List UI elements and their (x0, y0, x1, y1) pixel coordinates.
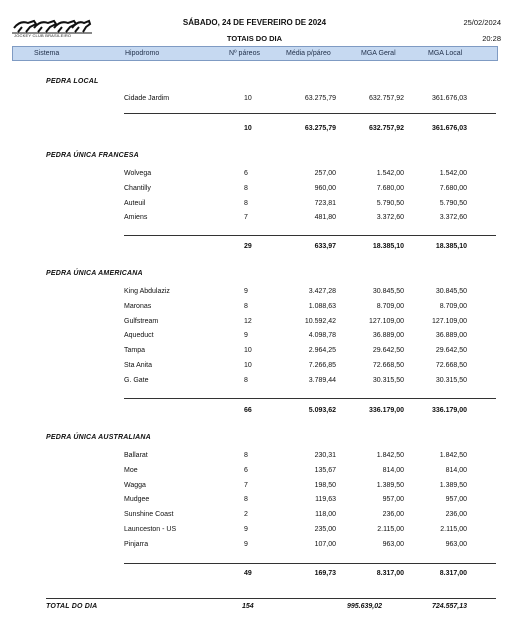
row-mga-local: 72.668,50 (435, 362, 467, 369)
section-total-mga-local: 336.179,00 (431, 407, 467, 414)
section-total-races: 49 (244, 570, 252, 577)
row-races: 8 (244, 452, 248, 459)
section-total-mga-geral: 8.317,00 (376, 570, 404, 577)
row-track: Wolvega (124, 170, 152, 177)
section-total-mga-local: 361.676,03 (431, 125, 467, 132)
row-mga-local: 1.389,50 (439, 482, 467, 489)
row-track: Amiens (124, 214, 148, 221)
grand-total-mga-local: 724.557,13 (431, 603, 467, 610)
section-total-rule (124, 235, 496, 236)
section-title: PEDRA ÚNICA FRANCESA (46, 152, 139, 159)
row-mga-local: 957,00 (445, 496, 467, 503)
section-total-avg: 169,73 (314, 570, 336, 577)
section-total-avg: 63.275,79 (304, 125, 336, 132)
row-mga-geral: 8.709,00 (376, 303, 404, 310)
row-mga-geral: 957,00 (382, 496, 404, 503)
section-total-races: 29 (244, 243, 252, 250)
row-races: 12 (244, 318, 252, 325)
row-mga-local: 814,00 (445, 467, 467, 474)
section-total-mga-local: 18.385,10 (435, 243, 467, 250)
row-mga-local: 127.109,00 (431, 318, 467, 325)
row-races: 8 (244, 377, 248, 384)
section-total-rule (124, 113, 496, 114)
row-mga-local: 963,00 (445, 541, 467, 548)
row-races: 9 (244, 526, 248, 533)
section-title: PEDRA ÚNICA AUSTRALIANA (46, 434, 151, 441)
column-header-media: Média p/páreo (286, 50, 331, 57)
section-total-mga-local: 8.317,00 (439, 570, 467, 577)
row-track: Sta Anita (124, 362, 153, 369)
row-mga-local: 30.845,50 (435, 288, 467, 295)
row-mga-local: 361.676,03 (431, 95, 467, 102)
row-track: Chantilly (124, 185, 151, 192)
row-track: Launceston - US (124, 526, 177, 533)
row-avg: 481,80 (314, 214, 336, 221)
row-mga-geral: 29.642,50 (372, 347, 404, 354)
row-avg: 230,31 (314, 452, 336, 459)
section-title: PEDRA LOCAL (46, 78, 99, 85)
section-title: PEDRA ÚNICA AMERICANA (46, 270, 143, 277)
row-mga-geral: 7.680,00 (376, 185, 404, 192)
row-mga-geral: 814,00 (382, 467, 404, 474)
row-avg: 118,00 (315, 511, 336, 518)
row-avg: 257,00 (314, 170, 336, 177)
row-track: Wagga (124, 482, 146, 489)
grand-total-races: 154 (242, 603, 254, 610)
row-avg: 135,67 (314, 467, 336, 474)
row-mga-geral: 3.372,60 (376, 214, 404, 221)
row-mga-local: 5.790,50 (439, 200, 467, 207)
section-total-rule (124, 398, 496, 399)
row-mga-geral: 1.842,50 (376, 452, 404, 459)
row-mga-local: 8.709,00 (439, 303, 467, 310)
logo-caption: JOCKEY CLUB BRASILEIRO (14, 33, 72, 38)
row-track: G. Gate (124, 377, 149, 384)
row-track: Ballarat (124, 452, 148, 459)
section-total-mga-geral: 18.385,10 (372, 243, 404, 250)
grand-total-mga-geral: 995.639,02 (346, 603, 382, 610)
row-mga-local: 30.315,50 (435, 377, 467, 384)
section-total-avg: 5.093,62 (308, 407, 336, 414)
row-races: 8 (244, 303, 248, 310)
row-mga-local: 1.842,50 (439, 452, 467, 459)
column-header-mga-local: MGA Local (428, 50, 463, 57)
row-avg: 723,81 (314, 200, 336, 207)
row-avg: 2.964,25 (308, 347, 336, 354)
row-avg: 3.427,28 (308, 288, 336, 295)
row-races: 2 (244, 511, 248, 518)
row-track: Auteuil (124, 200, 146, 207)
row-track: Moe (124, 467, 138, 474)
row-races: 10 (244, 347, 252, 354)
row-avg: 1.088,63 (308, 303, 336, 310)
row-races: 10 (244, 362, 252, 369)
row-track: Cidade Jardim (124, 95, 170, 102)
row-avg: 198,50 (314, 482, 336, 489)
row-mga-local: 1.542,00 (439, 170, 467, 177)
row-mga-geral: 72.668,50 (372, 362, 404, 369)
row-races: 8 (244, 200, 248, 207)
row-mga-local: 36.889,00 (435, 332, 467, 339)
row-races: 7 (244, 214, 248, 221)
row-track: King Abdulaziz (124, 288, 170, 295)
row-mga-geral: 632.757,92 (368, 95, 404, 102)
row-races: 6 (244, 467, 248, 474)
row-mga-geral: 36.889,00 (372, 332, 404, 339)
row-track: Gulfstream (124, 318, 159, 325)
row-track: Tampa (124, 347, 146, 354)
row-mga-local: 29.642,50 (435, 347, 467, 354)
row-races: 9 (244, 541, 248, 548)
report-subtitle: TOTAIS DO DIA (226, 34, 283, 43)
grand-total-label: TOTAL DO DIA (46, 603, 98, 610)
row-mga-geral: 30.845,50 (372, 288, 404, 295)
row-avg: 63.275,79 (304, 95, 336, 102)
column-header-mga-geral: MGA Geral (361, 50, 396, 57)
row-track: Sunshine Coast (124, 511, 174, 518)
row-races: 7 (244, 482, 248, 489)
row-avg: 235,00 (314, 526, 336, 533)
row-avg: 960,00 (314, 185, 336, 192)
row-races: 9 (244, 332, 248, 339)
print-time: 20:28 (482, 34, 501, 43)
row-races: 8 (244, 185, 248, 192)
row-track: Pinjarra (124, 541, 149, 548)
section-total-mga-geral: 336.179,00 (368, 407, 404, 414)
row-races: 9 (244, 288, 248, 295)
row-mga-geral: 5.790,50 (376, 200, 404, 207)
row-mga-geral: 236,00 (382, 511, 404, 518)
report-title: SÁBADO, 24 DE FEVEREIRO DE 2024 (182, 18, 327, 27)
row-mga-geral: 963,00 (382, 541, 404, 548)
row-track: Maronas (124, 303, 152, 310)
row-avg: 4.098,78 (308, 332, 336, 339)
column-header-pareos: Nº páreos (229, 50, 260, 57)
row-avg: 107,00 (314, 541, 336, 548)
row-mga-geral: 30.315,50 (372, 377, 404, 384)
row-track: Mudgee (124, 496, 150, 503)
row-mga-geral: 2.115,00 (377, 526, 404, 533)
section-total-avg: 633,97 (314, 243, 336, 250)
row-mga-local: 7.680,00 (439, 185, 467, 192)
row-races: 6 (244, 170, 248, 177)
section-total-mga-geral: 632.757,92 (368, 125, 404, 132)
column-header-sistema: Sistema (34, 50, 60, 57)
column-header-hipodromo: Hipodromo (125, 50, 160, 57)
section-total-races: 66 (244, 407, 252, 414)
section-total-races: 10 (244, 125, 252, 132)
row-mga-local: 3.372,60 (439, 214, 467, 221)
row-mga-geral: 1.542,00 (376, 170, 404, 177)
row-avg: 119,63 (315, 496, 336, 503)
row-avg: 7.266,85 (308, 362, 336, 369)
section-total-rule (124, 563, 496, 564)
row-races: 8 (244, 496, 248, 503)
row-mga-geral: 1.389,50 (376, 482, 404, 489)
row-mga-local: 2.115,00 (440, 526, 467, 533)
row-mga-geral: 127.109,00 (368, 318, 404, 325)
print-date: 25/02/2024 (463, 18, 501, 27)
row-avg: 3.789,44 (308, 377, 336, 384)
grand-total-rule (46, 598, 496, 599)
row-avg: 10.592,42 (304, 318, 336, 325)
row-races: 10 (244, 95, 252, 102)
row-mga-local: 236,00 (445, 511, 467, 518)
row-track: Aqueduct (124, 332, 154, 339)
